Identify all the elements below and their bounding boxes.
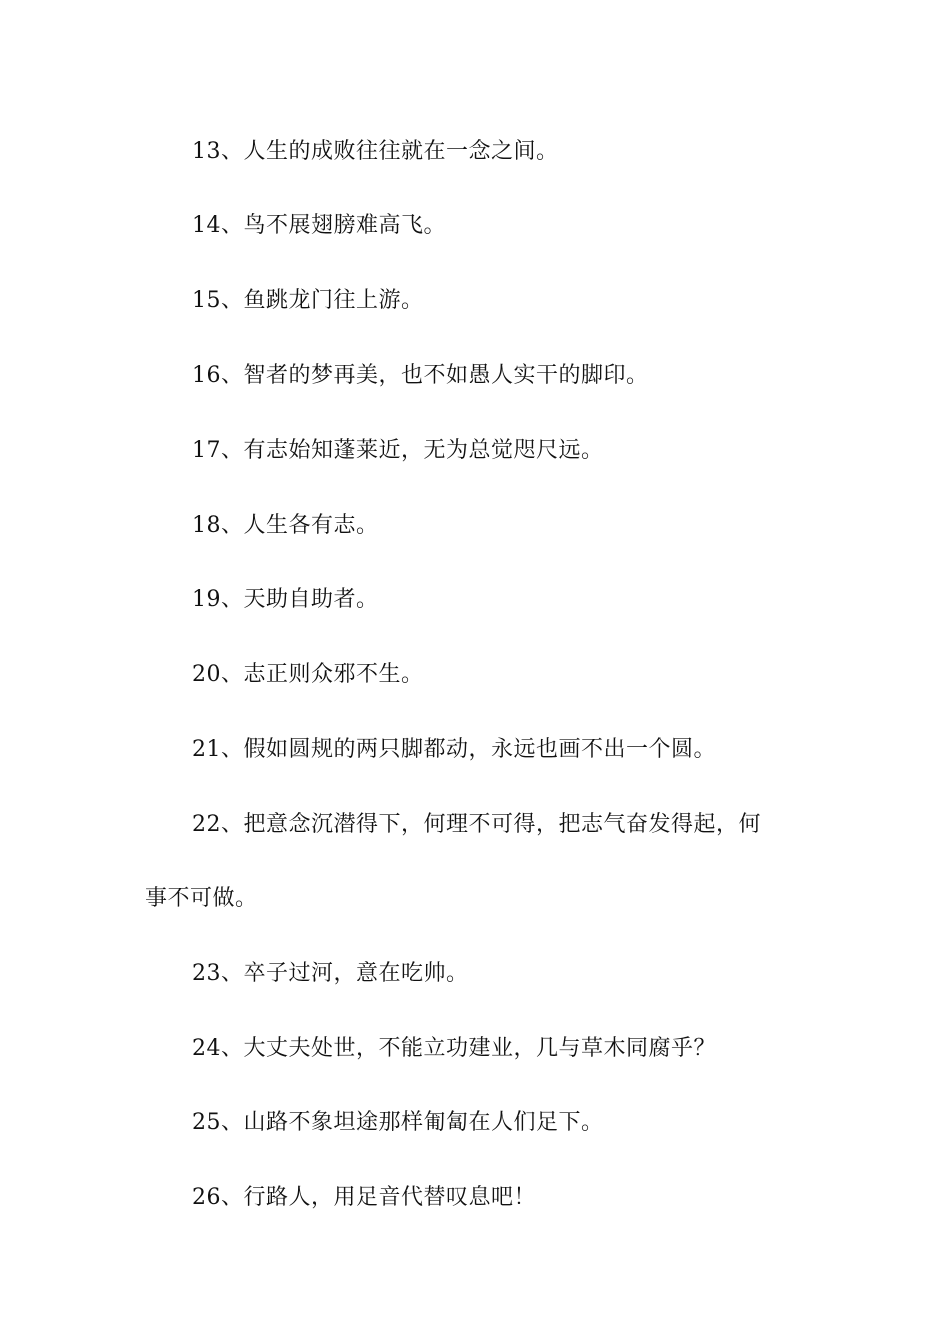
quote-line-23: 23、卒子过河，意在吃帅。 xyxy=(192,961,469,986)
quote-line-21: 21、假如圆规的两只脚都动，永远也画不出一个圆。 xyxy=(192,737,716,762)
quote-line-22-continuation: 事不可做。 xyxy=(145,886,258,911)
quote-line-17: 17、有志始知蓬莱近，无为总觉咫尺远。 xyxy=(192,438,604,463)
quote-line-20: 20、志正则众邪不生。 xyxy=(192,662,424,687)
quote-line-22: 22、把意念沉潜得下，何理不可得，把志气奋发得起，何 xyxy=(192,812,761,837)
quote-line-18: 18、人生各有志。 xyxy=(192,513,379,538)
quote-line-13: 13、人生的成败往往就在一念之间。 xyxy=(192,139,559,164)
quote-line-24: 24、大丈夫处世，不能立功建业，几与草木同腐乎？ xyxy=(192,1036,716,1061)
quote-line-25: 25、山路不象坦途那样匍匐在人们足下。 xyxy=(192,1110,604,1135)
quote-line-16: 16、智者的梦再美，也不如愚人实干的脚印。 xyxy=(192,363,649,388)
quote-line-15: 15、鱼跳龙门往上游。 xyxy=(192,288,424,313)
quote-line-19: 19、天助自助者。 xyxy=(192,587,379,612)
quote-line-14: 14、鸟不展翅膀难高飞。 xyxy=(192,213,446,238)
quote-line-26: 26、行路人，用足音代替叹息吧！ xyxy=(192,1185,536,1210)
